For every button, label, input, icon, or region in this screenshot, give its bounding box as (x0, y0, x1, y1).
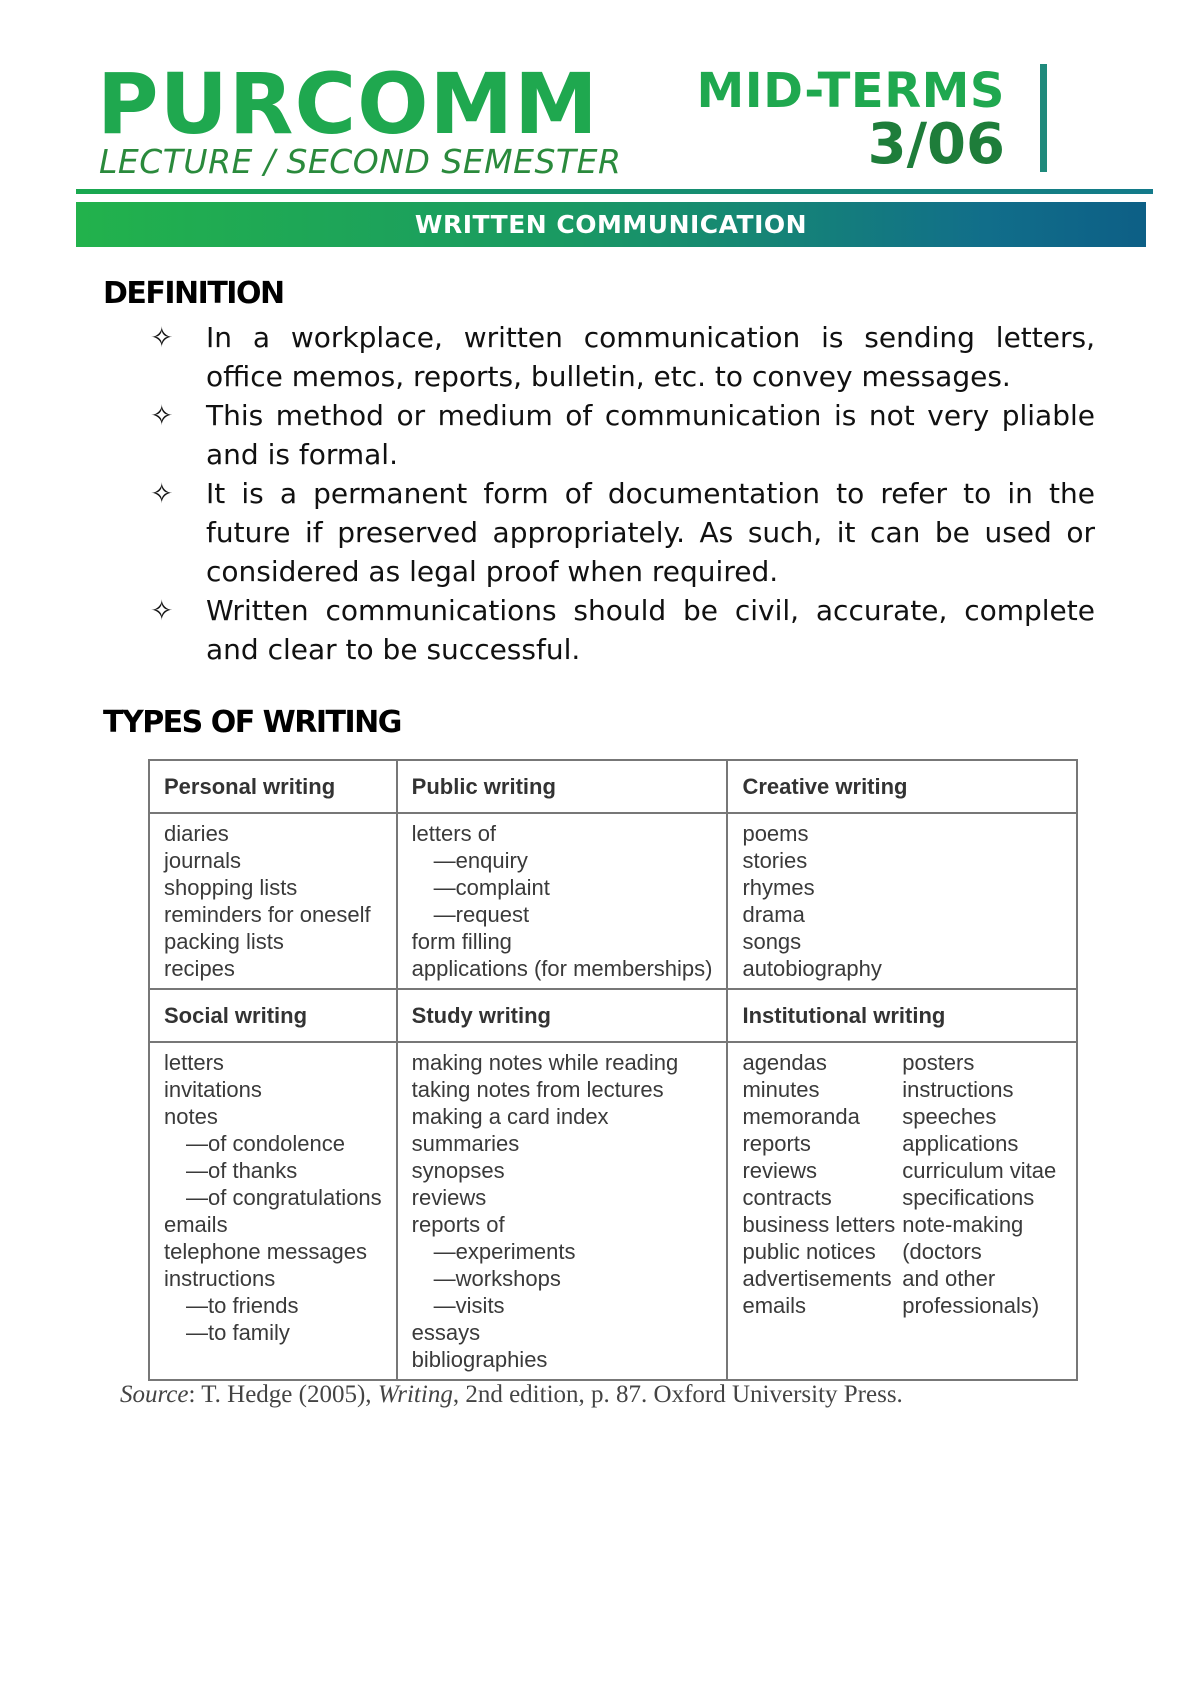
table-header: Creative writing (727, 760, 1077, 813)
sparkle-icon: ✧ (150, 321, 174, 354)
table-cell (727, 1042, 1077, 1380)
list-item: speeches (902, 1104, 997, 1129)
list-item: agendas (742, 1050, 827, 1075)
list-item: rhymes (742, 875, 815, 900)
table-header: Institutional writing (727, 989, 1077, 1042)
header-divider (1040, 64, 1047, 172)
list-item: taking notes from lectures (411, 1077, 664, 1102)
list-item: —request (433, 902, 530, 927)
list-item: applications (902, 1131, 1019, 1156)
list-item: emails (164, 1212, 228, 1237)
list-item: recipes (164, 956, 235, 981)
list-item: essays (411, 1320, 481, 1345)
list-item: instructions (164, 1266, 276, 1291)
list-item: reports (742, 1131, 811, 1156)
list-item: —visits (433, 1293, 505, 1318)
list-item: making a card index (411, 1104, 609, 1129)
list-item: shopping lists (164, 875, 298, 900)
course-title: PURCOMM (97, 55, 599, 153)
list-item: bibliographies (411, 1347, 548, 1372)
list-item: reminders for oneself (164, 902, 371, 927)
term-block (696, 63, 1005, 177)
term-label: MID-TERMS (696, 63, 1005, 119)
list-item: letters of (411, 821, 497, 846)
list-item: synopses (411, 1158, 505, 1183)
sparkle-icon: ✧ (150, 477, 174, 510)
list-item: —to friends (186, 1293, 299, 1318)
list-item: diaries (164, 821, 229, 846)
list-item: autobiography (742, 956, 882, 981)
definition-list (150, 318, 1095, 669)
list-item: instructions (902, 1077, 1014, 1102)
definition-item: ✧ In a workplace, written communication is sending letters, office memos, reports, bulletin, etc. to convey messages. (150, 318, 1095, 396)
definition-item: ✧ Written communications should be civil, accurate, complete and clear to be successful. (150, 591, 1095, 669)
list-item: form filling (411, 929, 512, 954)
list-item: letters (164, 1050, 224, 1075)
list-item: professionals) (902, 1293, 1040, 1318)
list-item: note-making (902, 1212, 1024, 1237)
list-item: contracts (742, 1185, 832, 1210)
sparkle-icon: ✧ (150, 399, 174, 432)
list-item: business letters (742, 1212, 896, 1237)
definition-heading: DEFINITION (103, 276, 284, 311)
list-item: public notices (742, 1239, 876, 1264)
list-item: making notes while reading (411, 1050, 679, 1075)
list-item: emails (742, 1293, 807, 1318)
types-of-writing-table (148, 759, 1078, 1381)
list-item: —enquiry (433, 848, 528, 873)
list-item: invitations (164, 1077, 262, 1102)
list-item: posters (902, 1050, 975, 1075)
sparkle-icon: ✧ (150, 594, 174, 627)
definition-item: ✧ It is a permanent form of documentation to refer to in the future if preserved appropriately. As such, it can be used or considered as legal proof when required. (150, 474, 1095, 591)
list-item: reviews (742, 1158, 818, 1183)
table-header: Study writing (397, 989, 728, 1042)
list-item: reviews (411, 1185, 487, 1210)
list-item: —to family (186, 1320, 290, 1345)
table-cell (149, 1042, 397, 1380)
types-heading: TYPES OF WRITING (103, 705, 401, 740)
term-date: 3/06 (867, 112, 1005, 177)
list-item: songs (742, 929, 802, 954)
list-item: specifications (902, 1185, 1035, 1210)
list-item: packing lists (164, 929, 284, 954)
section-banner: WRITTEN COMMUNICATION (76, 202, 1146, 247)
list-item: —workshops (433, 1266, 561, 1291)
list-item: drama (742, 902, 805, 927)
list-item: curriculum vitae (902, 1158, 1057, 1183)
course-subtitle: LECTURE / SECOND SEMESTER (99, 142, 622, 181)
table-cell (727, 813, 1077, 989)
table-source-citation: Source: T. Hedge (2005), Writing, 2nd edition, p. 87. Oxford University Press. (120, 1381, 903, 1408)
list-item: —complaint (433, 875, 550, 900)
list-item: —of condolence (186, 1131, 345, 1156)
list-item: —of thanks (186, 1158, 298, 1183)
table-header: Personal writing (149, 760, 397, 813)
list-item: (doctors (902, 1239, 982, 1264)
list-item: stories (742, 848, 808, 873)
list-item: —experiments (433, 1239, 576, 1264)
list-item: —of congratulations (186, 1185, 382, 1210)
list-item: applications (for memberships) (411, 956, 713, 981)
list-item: notes (164, 1104, 218, 1129)
table-cell (397, 1042, 728, 1380)
list-item: poems (742, 821, 809, 846)
institutional-columns (742, 1049, 1062, 1319)
list-item: telephone messages (164, 1239, 368, 1264)
list-item: and other (902, 1266, 996, 1291)
table-cell (149, 813, 397, 989)
header-rule (76, 189, 1153, 194)
table-header: Social writing (149, 989, 397, 1042)
definition-item: ✧ This method or medium of communication is not very pliable and is formal. (150, 396, 1095, 474)
table-cell (397, 813, 728, 989)
document-header (97, 55, 1047, 182)
list-item: journals (164, 848, 242, 873)
list-item: memoranda (742, 1104, 860, 1129)
list-item: reports of (411, 1212, 505, 1237)
table-header: Public writing (397, 760, 728, 813)
list-item: summaries (411, 1131, 520, 1156)
list-item: advertisements (742, 1266, 892, 1291)
list-item: minutes (742, 1077, 820, 1102)
